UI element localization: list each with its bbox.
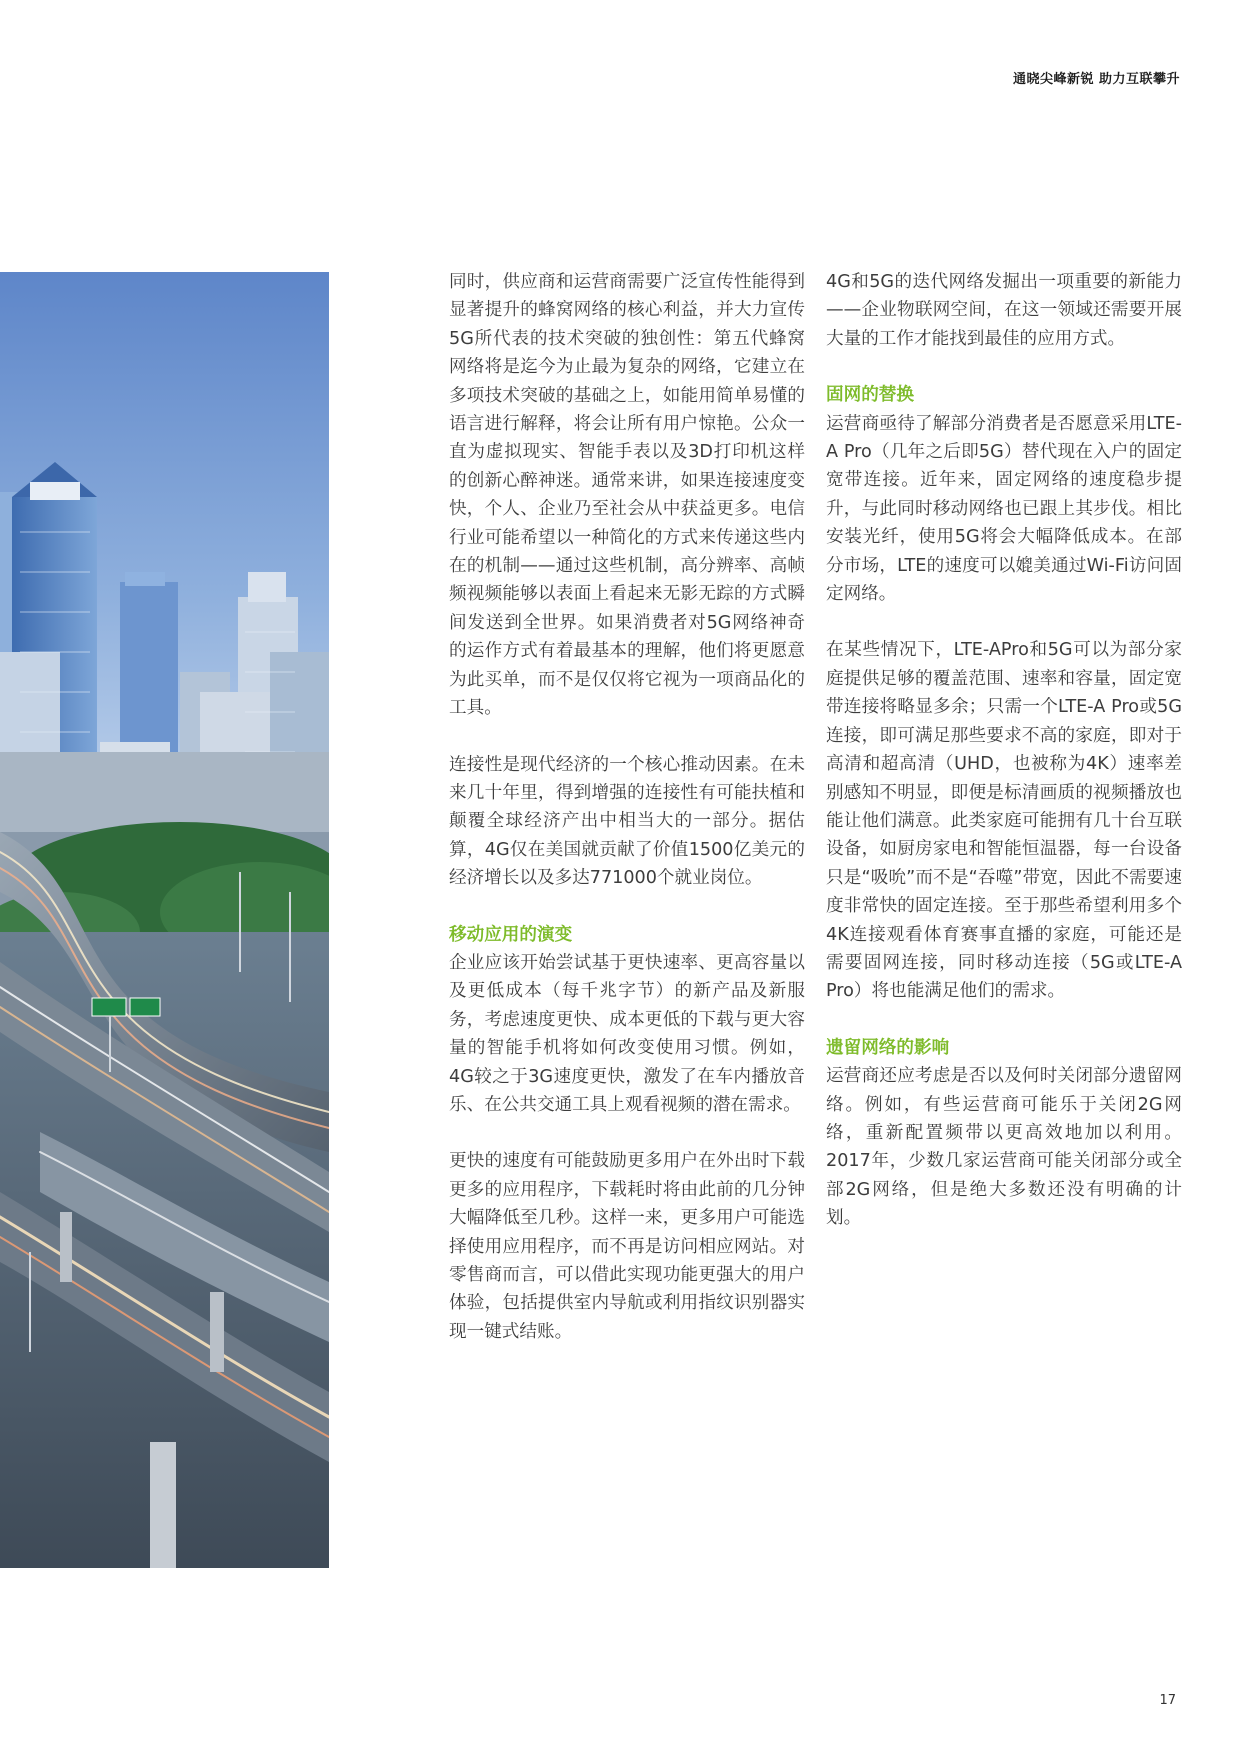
city-highway-photo (0, 272, 329, 1568)
paragraph: 企业应该开始尝试基于更快速率、更高容量以及更低成本（每千兆字节）的新产品及新服务，考虑速度更快、成本更低的下载与更大容量的智能手机将如何改变使用习惯。例如，4G较之于3G速度更快，激发了在车内播放音乐、在公共交通工具上观看视频的潜在需求。 (449, 952, 805, 1115)
paragraph: 连接性是现代经济的一个核心推动因素。在未来几十年里，得到增强的连接性有可能扶植和颠覆全球经济产出中相当大的一部分。据估算，4G仅在美国就贡献了价值1500亿美元的经济增长以及多达771000个就业岗位。 (449, 754, 805, 889)
section-heading: 固网的替换 (826, 385, 914, 406)
text-column-right (826, 268, 1182, 1261)
paragraph: 同时，供应商和运营商需要广泛宣传性能得到显著提升的蜂窝网络的核心利益，并大力宣传5G所代表的技术突破的独创性：第五代蜂窝网络将是迄今为止最为复杂的网络，它建立在多项技术突破的基础之上，如能用简单易懂的语言进行解释，将会让所有用户惊艳。公众一直为虚拟现实、智能手表以及3D打印机这样的创新心醉神迷。通常来讲，如果连接速度变快，个人、企业乃至社会从中获益更多。电信行业可能希望以一种简化的方式来传递这些内在的机制——通过这些机制，高分辨率、高帧频视频能够以表面上看起来无影无踪的方式瞬间发送到全世界。如果消费者对5G网络神奇的运作方式有着最基本的理解，他们将更愿意为此买单，而不是仅仅将它视为一项商品化的工具。 (449, 272, 805, 719)
paragraph: 4G和5G的迭代网络发掘出一项重要的新能力——企业物联网空间，在这一领域还需要开展大量的工作才能找到最佳的应用方式。 (826, 272, 1182, 349)
paragraph: 更快的速度有可能鼓励更多用户在外出时下载更多的应用程序，下载耗时将由此前的几分钟大幅降低至几秒。这样一来，更多用户可能选择使用应用程序，而不再是访问相应网站。对零售商而言，可以借此实现功能更强大的用户体验，包括提供室内导航或利用指纹识别器实现一键式结账。 (449, 1151, 805, 1342)
section-heading: 遗留网络的影响 (826, 1037, 950, 1058)
paragraph: 在某些情况下，LTE-APro和5G可以为部分家庭提供足够的覆盖范围、速率和容量，固定宽带连接将略显多余；只需一个LTE-A Pro或5G连接，即可满足那些要求不高的家庭，即对于高清和超高清（UHD，也被称为4K）速率差别感知不明显，即便是标清画质的视频播放也能让他们满意。此类家庭可能拥有几十台互联设备，如厨房家电和智能恒温器，每一台设备只是“吸吮”而不是“吞噬”带宽，因此不需要速度非常快的固定连接。至于那些希望利用多个4K连接观看体育赛事直播的家庭，可能还是需要固网连接，同时移动连接（5G或LTE-A Pro）将也能满足他们的需求。 (826, 640, 1182, 1002)
paragraph: 运营商亟待了解部分消费者是否愿意采用LTE-A Pro（几年之后即5G）替代现在入户的固定宽带连接。近年来，固定网络的速度稳步提升，与此同时移动网络也已跟上其步伐。相比安装光纤，使用5G将会大幅降低成本。在部分市场，LTE的速度可以媲美通过Wi-Fi访问固定网络。 (826, 413, 1182, 605)
section-heading: 移动应用的演变 (449, 924, 573, 945)
paragraph: 运营商还应考虑是否以及何时关闭部分遗留网络。例如，有些运营商可能乐于关闭2G网络，重新配置频带以更高效地加以利用。2017年，少数几家运营商可能关闭部分或全部2G网络，但是绝大多数还没有明确的计划。 (826, 1066, 1182, 1229)
text-column-left (449, 268, 805, 1374)
page-number: 17 (1159, 1693, 1176, 1708)
running-header: 通晓尖峰新锐 助力互联攀升 (1012, 72, 1180, 87)
